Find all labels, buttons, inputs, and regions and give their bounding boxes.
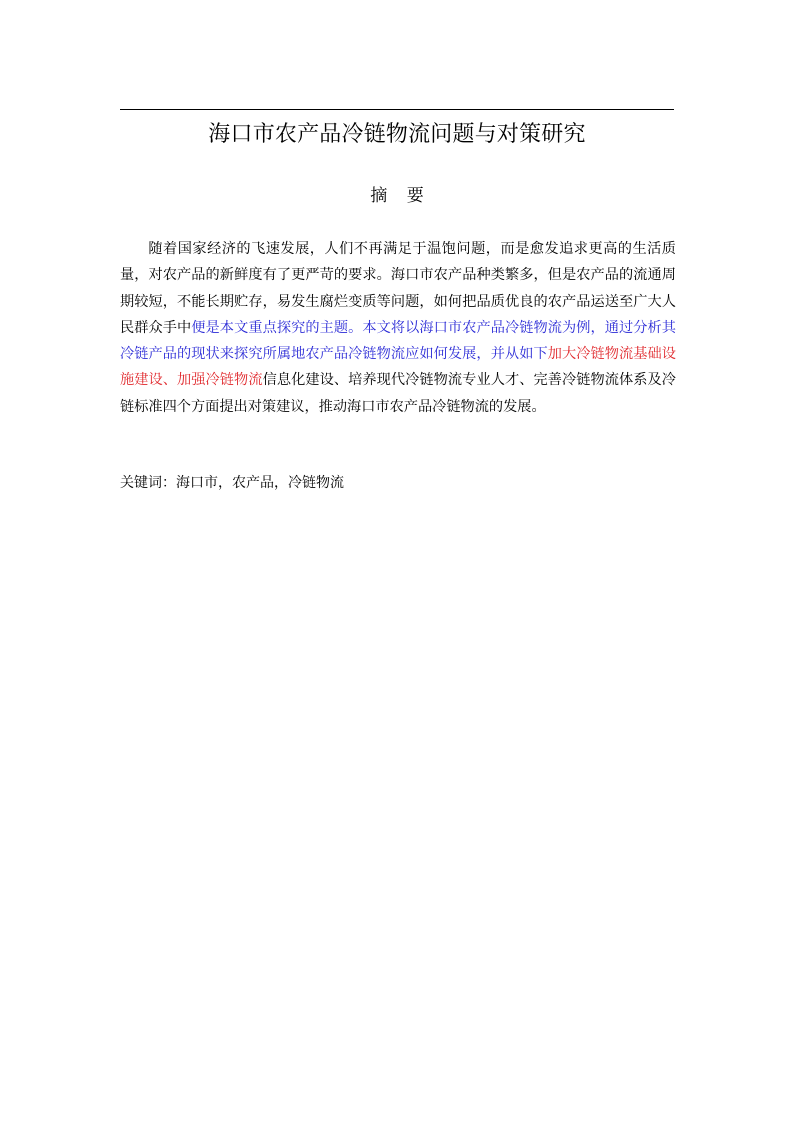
abstract-text-segment: 信息化建设、培养现代冷链物流专业人才、完善冷链物流体系及冷链标准四个方面提出对策建议，推动海口市农产品冷链物流的发展。	[120, 372, 676, 415]
abstract-text-highlight-red: 加大冷链物流基础设施建设、加强冷链物流	[120, 346, 676, 389]
keywords-value: 海口市，农产品，冷链物流	[176, 475, 344, 491]
keywords-label: 关键词：	[120, 475, 176, 491]
abstract-text-segment: 随着国家经济的飞速发展，人们不再满足于温饱问题，而是愈发追求更高的生活质量，对农产品的新鲜度有了更严苛的要求。海口市农产品种类繁多，但是农产品的流通周期较短，不能长期贮存，易发生腐烂变质等问题，如何把品质优良的农产品运送至广大人民群众手中	[120, 241, 676, 336]
abstract-body	[120, 236, 676, 420]
keywords-line	[120, 472, 674, 494]
abstract-text-highlight-blue: 便是本文重点探究的主题。本文将以海口市农产品冷链物流为例，通过分析其冷链产品的现状来探究所属地农产品冷链物流应如何发展，并从如下	[120, 319, 676, 363]
abstract-heading: 摘 要	[370, 186, 424, 206]
header-rule	[120, 109, 674, 110]
page-title: 海口市农产品冷链物流问题与对策研究	[208, 122, 586, 147]
